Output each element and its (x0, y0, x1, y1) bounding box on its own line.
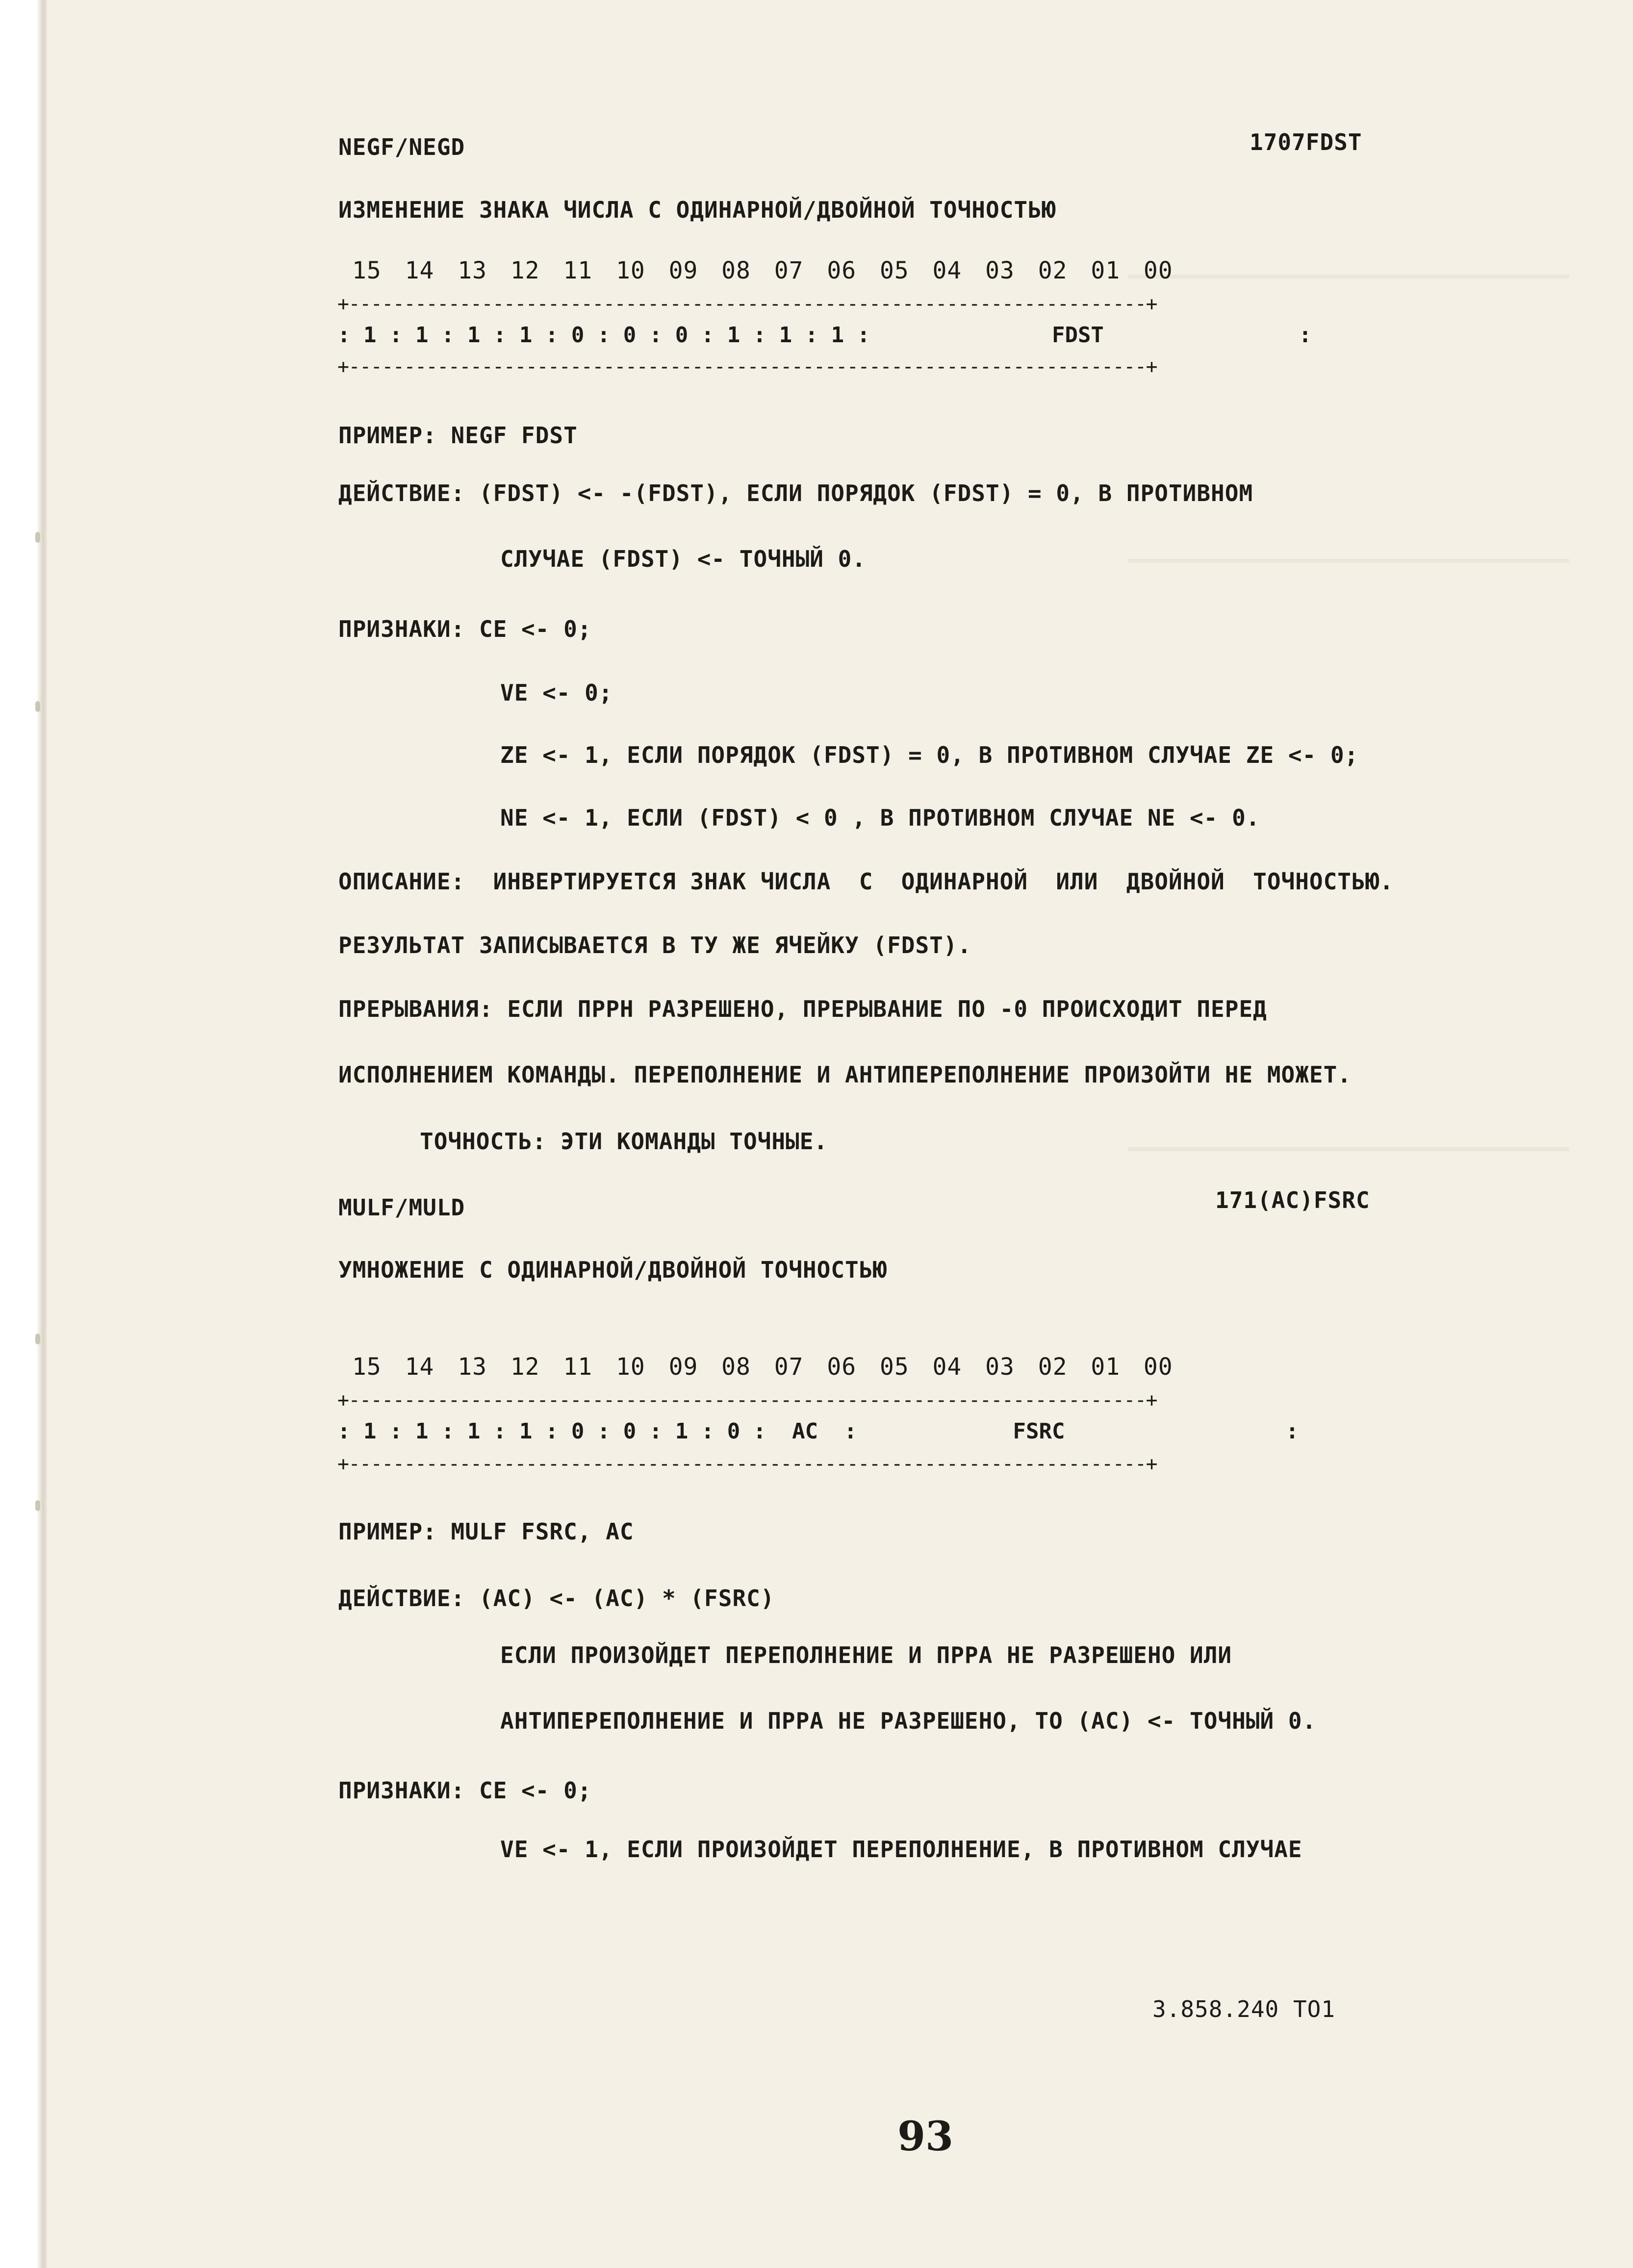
bit-table-top-border: +------------------------------------------------------------------------+ (337, 293, 1157, 315)
page-number: 93 (897, 2113, 954, 2160)
accuracy-line: ТОЧНОСТЬ: ЭТИ КОМАНДЫ ТОЧНЫЕ. (420, 1128, 828, 1155)
binding-hole (35, 701, 40, 712)
action-line: ДЕЙСТВИЕ: (FDST) <- -(FDST), ЕСЛИ ПОРЯДОК (FDST) = 0, В ПРОТИВНОМ (338, 480, 1253, 506)
binding-hole (35, 1334, 40, 1344)
instruction-mnemonic: NEGF/NEGD (338, 134, 465, 160)
description-line: РЕЗУЛЬТАТ ЗАПИСЫВАЕТСЯ В ТУ ЖЕ ЯЧЕЙКУ (FDST). (338, 932, 972, 958)
binding-hole (35, 1500, 40, 1511)
example-line: ПРИМЕР: NEGF FDST (338, 422, 578, 449)
instruction-opcode: 171(AC)FSRC (1215, 1187, 1370, 1213)
example-line: ПРИМЕР: MULF FSRC, AC (338, 1518, 634, 1545)
instruction-title: УМНОЖЕНИЕ С ОДИНАРНОЙ/ДВОЙНОЙ ТОЧНОСТЬЮ (338, 1257, 888, 1283)
interrupts-line: ИСПОЛНЕНИЕМ КОМАНДЫ. ПЕРЕПОЛНЕНИЕ И АНТИПЕРЕПОЛНЕНИЕ ПРОИЗОЙТИ НЕ МОЖЕТ. (338, 1061, 1352, 1088)
bit-table-bottom-border: +------------------------------------------------------------------------+ (337, 1453, 1157, 1475)
bleed-through-mark (1128, 559, 1569, 563)
action-line: АНТИПЕРЕПОЛНЕНИЕ И ПРРА НЕ РАЗРЕШЕНО, ТО (AC) <- ТОЧНЫЙ 0. (500, 1708, 1317, 1734)
binding-hole (35, 532, 40, 543)
flags-line: ПРИЗНАКИ: CE <- 0; (338, 616, 592, 642)
action-line: ДЕЙСТВИЕ: (AC) <- (AC) * (FSRC) (338, 1585, 775, 1612)
bit-field-row: : 1 : 1 : 1 : 1 : 0 : 0 : 0 : 1 : 1 : 1 : FDST : (337, 323, 1312, 348)
interrupts-line: ПРЕРЫВАНИЯ: ЕСЛИ ПРРН РАЗРЕШЕНО, ПРЕРЫВАНИЕ ПО -0 ПРОИСХОДИТ ПЕРЕД (338, 996, 1267, 1022)
flags-line: ZE <- 1, ЕСЛИ ПОРЯДОК (FDST) = 0, В ПРОТИВНОМ СЛУЧАЕ ZE <- 0; (500, 742, 1359, 768)
bit-field-row: : 1 : 1 : 1 : 1 : 0 : 0 : 1 : 0 : AC : FSRC : (337, 1419, 1299, 1444)
action-line: ЕСЛИ ПРОИЗОЙДЕТ ПЕРЕПОЛНЕНИЕ И ПРРА НЕ РАЗРЕШЕНО ИЛИ (500, 1642, 1232, 1668)
flags-line: NE <- 1, ЕСЛИ (FDST) < 0 , В ПРОТИВНОМ СЛУЧАЕ NE <- 0. (500, 805, 1260, 831)
bit-table-top-border: +------------------------------------------------------------------------+ (337, 1389, 1157, 1411)
flags-line: VE <- 1, ЕСЛИ ПРОИЗОЙДЕТ ПЕРЕПОЛНЕНИЕ, В ПРОТИВНОМ СЛУЧАЕ (500, 1836, 1302, 1863)
instruction-opcode: 1707FDST (1250, 129, 1362, 155)
flags-line: VE <- 0; (500, 680, 613, 706)
bit-table-bottom-border: +------------------------------------------------------------------------+ (337, 355, 1157, 378)
page-binding-edge (0, 0, 47, 2268)
instruction-title: ИЗМЕНЕНИЕ ЗНАКА ЧИСЛА С ОДИНАРНОЙ/ДВОЙНОЙ ТОЧНОСТЬЮ (338, 197, 1056, 223)
bit-numbers-row: 15 14 13 12 11 10 09 08 07 06 05 04 03 02 01 00 (352, 1353, 1173, 1381)
bit-numbers-row: 15 14 13 12 11 10 09 08 07 06 05 04 03 02 01 00 (352, 257, 1173, 284)
description-line: ОПИСАНИЕ: ИНВЕРТИРУЕТСЯ ЗНАК ЧИСЛА С ОДИНАРНОЙ ИЛИ ДВОЙНОЙ ТОЧНОСТЬЮ. (338, 868, 1394, 895)
document-code: 3.858.240 ТО1 (1152, 1996, 1336, 2022)
action-line: СЛУЧАЕ (FDST) <- ТОЧНЫЙ 0. (500, 546, 867, 572)
bleed-through-mark (1128, 1147, 1569, 1151)
bleed-through-mark (1128, 275, 1569, 278)
instruction-mnemonic: MULF/MULD (338, 1194, 465, 1221)
flags-line: ПРИЗНАКИ: CE <- 0; (338, 1777, 592, 1804)
